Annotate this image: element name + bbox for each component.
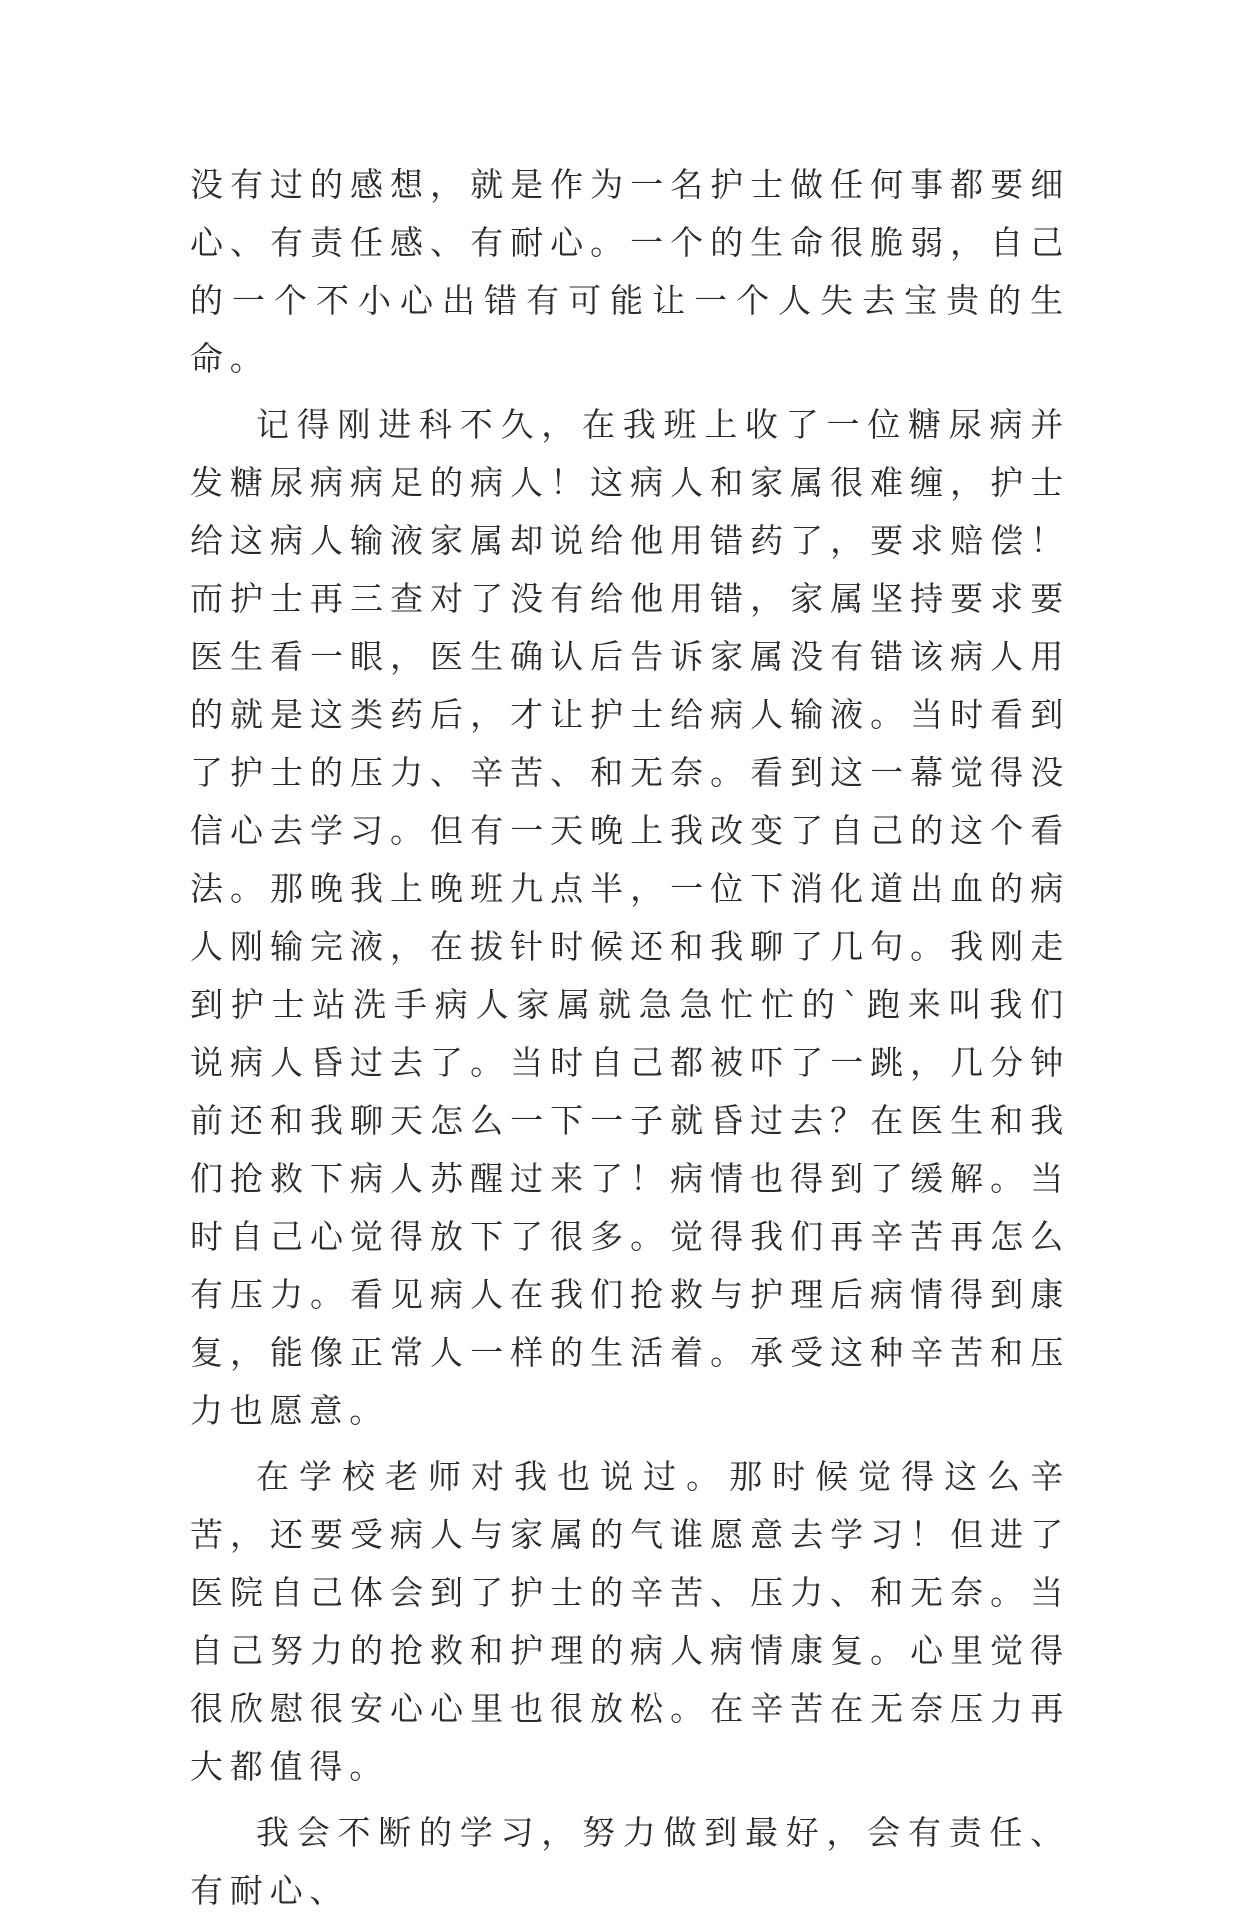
paragraph: 记得刚进科不久，在我班上收了一位糖尿病并发糖尿病病足的病人！这病人和家属很难缠，护士给这病人输液家属却说给他用错药了，要求赔偿！而护士再三查对了没有给他用错，家属坚持要求要医生看一眼，医生确认后告诉家属没有错该病人用的就是这类药后，才让护士给病人输液。当时看到了护士的压力、辛苦、和无奈。看到这一幕觉得没信心去学习。但有一天晚上我改变了自己的这个看法。那晚我上晚班九点半，一位下消化道出血的病人刚输完液，在拔针时候还和我聊了几句。我刚走到护士站洗手病人家属就急急忙忙的`跑来叫我们说病人昏过去了。当时自己都被吓了一跳，几分钟前还和我聊天怎么一下一子就昏过去？在医生和我们抢救下病人苏醒过来了！病情也得到了缓解。当时自己心觉得放下了很多。觉得我们再辛苦再怎么有压力。看见病人在我们抢救与护理后病情得到康复，能像正常人一样的生活着。承受这种辛苦和压力也愿意。 [190,405,1070,1430]
paragraph: 在学校老师对我也说过。那时候觉得这么辛苦，还要受病人与家属的气谁愿意去学习！但进了医院自己体会到了护士的辛苦、压力、和无奈。当自己努力的抢救和护理的病人病情康复。心里觉得很欣慰很安心心里也很放松。在辛苦在无奈压力再大都值得。 [190,1457,1070,1786]
paragraph: 我会不断的学习，努力做到最好，会有责任、有耐心、 [190,1813,1070,1910]
document-body [190,156,1070,1928]
paragraph: 没有过的感想，就是作为一名护士做任何事都要细心、有责任感、有耐心。一个的生命很脆弱，自己的一个不小心出错有可能让一个人失去宝贵的生命。 [190,165,1070,378]
